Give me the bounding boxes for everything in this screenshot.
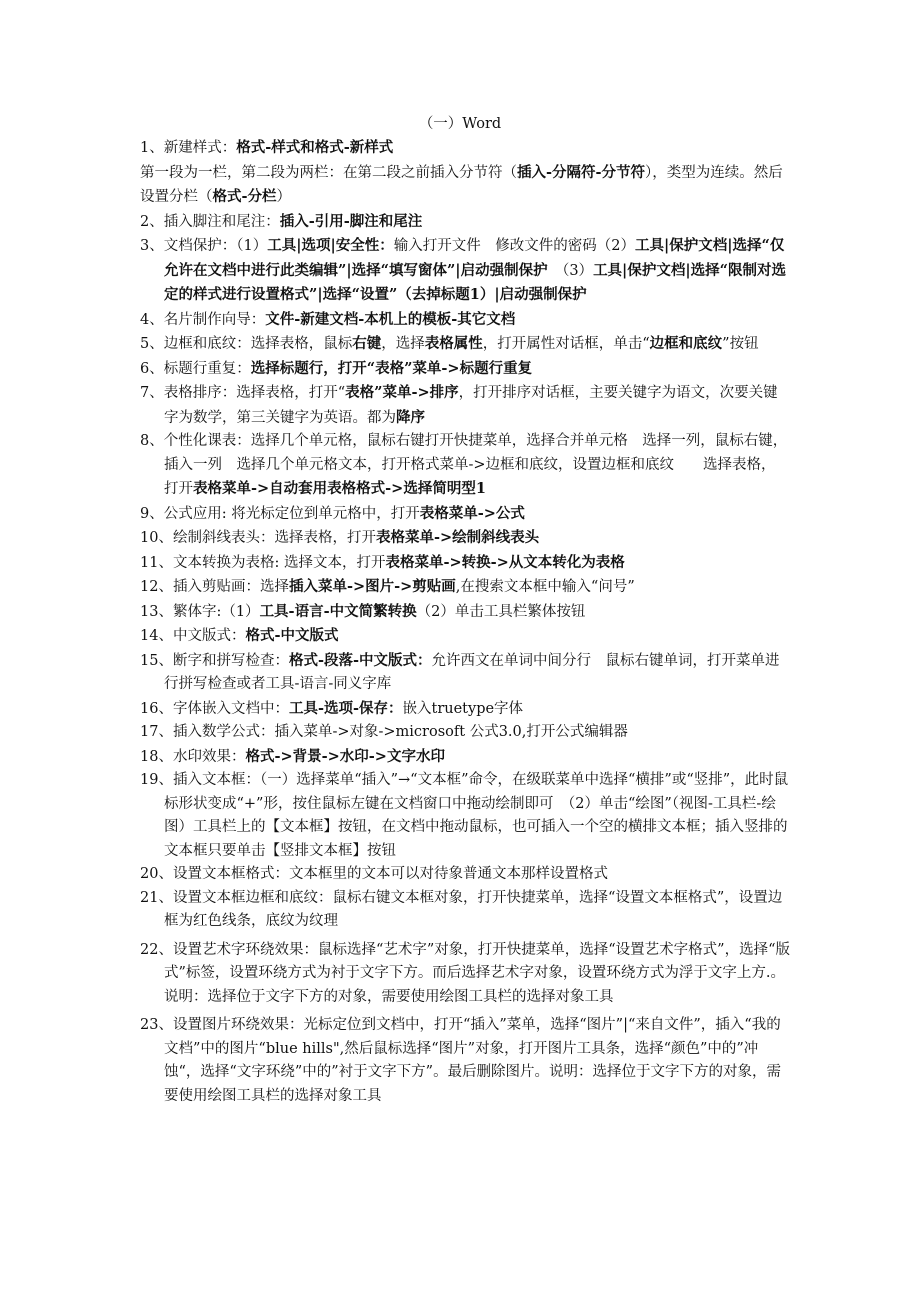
item-15-run-0: 15、断字和拼写检查：: [140, 652, 289, 669]
item-11-run-1: 表格菜单->转换->从文本转化为表格: [385, 553, 625, 571]
item-3-run-4: （3）: [547, 262, 594, 279]
item-1: [140, 136, 790, 161]
item-13-run-2: （2）单击工具栏繁体按钮: [416, 603, 586, 620]
item-23: [140, 1014, 790, 1108]
item-3-run-0: 3、文档保护：（1）: [140, 238, 268, 254]
document-title: （一）Word: [418, 116, 502, 132]
item-13-run-0: 13、繁体字:（1）: [140, 603, 260, 620]
item-15-run-1: 格式-段落-中文版式：: [288, 651, 432, 669]
item-5-run-1: 右键: [352, 335, 382, 352]
item-4: [140, 308, 790, 333]
item-6: [140, 357, 790, 382]
item-12-run-1: 插入菜单->图片->剪贴画: [288, 578, 456, 595]
item-2: [140, 210, 790, 235]
item-17: [140, 721, 790, 745]
item-14: [140, 624, 790, 649]
item-12-run-2: ,在搜索文本框中输入“问号”: [455, 579, 635, 595]
item-16-run-0: 16、字体嵌入文档中：: [140, 700, 289, 717]
item-12: [140, 575, 790, 600]
item-11-run-0: 11、文本转换为表格: 选择文本，打开: [140, 554, 386, 571]
item-23-run-0: 23、设置图片环绕效果：光标定位到文档中，打开“插入”菜单，选择“图片”|“来自文件”，插入“我的文档”中的图片“blue hills",然后鼠标选择“图片”对象，打开图片工具条，选择“颜色”中的”冲蚀“，选择“文字环绕”中的”衬于文字下方”。最后删除图片。说明：选择位于文字下方的对象，需要使用绘图工具栏的选择对象工具: [140, 1017, 782, 1104]
item-7-run-1: 表格”菜单->排序: [345, 384, 459, 401]
item-21: [140, 887, 790, 934]
item-1b-run-1: 插入-分隔符-分节符: [517, 163, 646, 181]
item-3-run-3: 工具|保护文档|选择“仅允许在文档中进行此类编辑”|选择“填写窗体”|启动强制保护: [164, 237, 785, 279]
item-5-run-2: ，选择: [381, 336, 425, 352]
item-19: [140, 769, 790, 863]
item-20: [140, 863, 790, 887]
item-9: [140, 502, 790, 527]
item-4-run-1: 文件-新建文档-本机上的模板-其它文档: [265, 310, 516, 328]
item-6-run-1: 选择标题行，打开“表格”菜单->标题行重复: [250, 359, 533, 377]
item-9-run-0: 9、公式应用: 将光标定位到单元格中，打开: [140, 505, 420, 522]
item-10: [140, 526, 790, 551]
item-12-run-0: 12、插入剪贴画：选择: [140, 579, 289, 595]
item-15: [140, 649, 790, 697]
item-2-run-1: 插入-引用-脚注和尾注: [279, 212, 423, 230]
item-1-run-0: 1、新建样式：: [140, 140, 237, 156]
item-10-run-1: 表格菜单->绘制斜线表头: [375, 529, 540, 546]
item-7-run-0: 7、表格排序：选择表格，打开“: [140, 385, 346, 401]
item-19-run-0: 19、插入文本框：（一）选择菜单“插入”→“文本框”命令，在级联菜单中选择“横排”或“竖排”，此时鼠标形状变成“+”形，按住鼠标左键在文档窗口中拖动绘制即可 （2）单击“绘图”（视图-工具栏-绘图）工具栏上的【文本框】按钮，在文档中拖动鼠标，也可插入一个空的横排文本框；插入竖排的文本框只要单击【竖排文本框】按钮: [140, 772, 789, 859]
item-5: [140, 332, 790, 357]
item-21-run-0: 21、设置文本框边框和底纹：鼠标右键文本框对象，打开快捷菜单，选择“设置文本框格式”，设置边框为红色线条，底纹为纹理: [140, 889, 783, 929]
item-3-run-5: 工具|保护文档|选择“限制对选定的样式进行设置格式”|选择“设置”（去掉标题1）|启动强制保护: [164, 261, 786, 303]
item-16: [140, 697, 790, 722]
item-8: [140, 430, 790, 502]
item-20-run-0: 20、设置文本框格式：文本框里的文本可以对待象普通文本那样设置格式: [140, 866, 608, 882]
item-18-run-1: 格式->背景->水印->文字水印: [245, 747, 445, 765]
item-1b-run-0: 第一段为一栏，第二段为两栏：在第二段之前插入分节符（: [140, 164, 517, 181]
item-9-run-1: 表格菜单->公式: [419, 504, 525, 522]
item-2-run-0: 2、插入脚注和尾注：: [140, 213, 280, 230]
item-4-run-0: 4、名片制作向导：: [140, 311, 266, 328]
item-8-run-1: 表格菜单->自动套用表格格式->选择简明型1: [193, 480, 486, 497]
document-body: [140, 136, 790, 1108]
item-13: [140, 600, 790, 625]
item-10-run-0: 10、绘制斜线表头：选择表格，打开: [140, 530, 376, 546]
item-6-run-0: 6、标题行重复：: [140, 360, 251, 377]
item-7-run-2: ，打开排序对话框，主要关键字为语文，次要关键字为数学，第三关键字为英语。都为: [164, 385, 778, 426]
item-3-run-2: 输入打开文件 修改文件的密码（2）: [393, 238, 635, 254]
item-16-run-2: 嵌入truetype字体: [402, 700, 524, 717]
item-16-run-1: 工具-选项-保存：: [288, 699, 403, 717]
item-1b-run-4: ）: [276, 189, 292, 205]
item-7-run-3: 降序: [396, 408, 425, 426]
item-1b-run-3: 格式-分栏: [212, 188, 277, 205]
item-22-run-0: 22、设置艺术字环绕效果：鼠标选择“艺术字”对象，打开快捷菜单，选择“设置艺术字格式”，选择“版式”标签，设置环绕方式为衬于文字下方。而后选择艺术字对象，设置环绕方式为浮于文字上方.。说明：选择位于文字下方的对象，需要使用绘图工具栏的选择对象工具: [140, 941, 791, 1005]
item-18-run-0: 18、水印效果：: [140, 748, 246, 765]
item-14-run-0: 14、中文版式：: [140, 628, 246, 644]
item-18: [140, 745, 790, 770]
item-22: [140, 939, 790, 1010]
item-14-run-1: 格式-中文版式: [245, 627, 339, 644]
item-3-run-1: 工具|选项|安全性：: [267, 237, 394, 254]
item-7: [140, 381, 790, 430]
item-8-run-0: 8、个性化课表：选择几个单元格，鼠标右键打开快捷菜单，选择合并单元格 选择一列，鼠标右键，插入一列 选择几个单元格文本，打开格式菜单->边框和底纹，设置边框和底纹 选择表格，打开: [140, 433, 788, 497]
item-5-run-3: 表格属性: [424, 335, 483, 352]
item-5-run-4: ，打开属性对话框，单击“: [482, 336, 650, 352]
item-1b-run-2: ），类型为连续。然后设置分栏（: [140, 164, 783, 205]
item-5-run-5: 边框和底纹: [649, 335, 723, 352]
item-15-run-2: 允许西文在单词中间分行 鼠标右键单词，打开菜单进行拼写检查或者工具-语言-同义字库: [164, 652, 780, 692]
item-11: [140, 551, 790, 576]
item-5-run-0: 5、边框和底纹：选择表格，鼠标: [140, 336, 353, 352]
item-17-run-0: 17、插入数学公式：插入菜单->对象->microsoft 公式3.0,打开公式编辑器: [140, 724, 628, 740]
item-3: [140, 234, 790, 308]
item-1b: [140, 161, 790, 210]
item-13-run-1: 工具-语言-中文简繁转换: [259, 602, 417, 620]
item-5-run-6: ”按钮: [722, 336, 759, 352]
item-1-run-1: 格式-样式和格式-新样式: [236, 139, 394, 156]
